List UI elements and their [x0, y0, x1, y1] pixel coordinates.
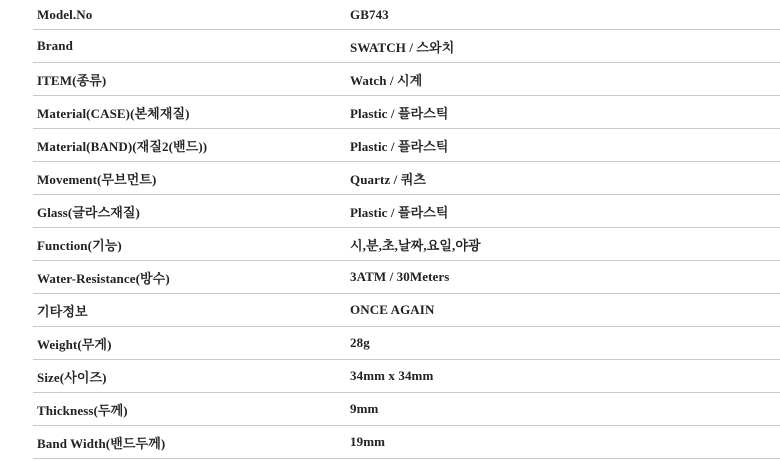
- spec-label: Weight(무게): [37, 336, 112, 352]
- spec-value: Plastic / 플라스틱: [350, 204, 449, 220]
- spec-label: Band Width(밴드두께): [37, 435, 166, 451]
- spec-label: Size(사이즈): [37, 369, 107, 385]
- table-row: [33, 426, 780, 459]
- spec-label: 기타정보: [37, 303, 88, 319]
- spec-value: 28g: [350, 335, 370, 350]
- spec-value: GB743: [350, 6, 389, 22]
- table-row: [33, 261, 780, 294]
- spec-label: Function(기능): [37, 237, 122, 253]
- spec-label: Brand: [37, 38, 73, 53]
- table-row: [33, 195, 780, 228]
- table-row: [33, 30, 780, 63]
- spec-value: Quartz / 쿼츠: [350, 171, 427, 187]
- table-row: [33, 360, 780, 393]
- spec-label: Model.No: [37, 6, 93, 22]
- spec-label: ITEM(종류): [37, 72, 107, 88]
- spec-label: Glass(글라스재질): [37, 204, 140, 220]
- product-spec-table: [33, 0, 780, 459]
- spec-label: Movement(무브먼트): [37, 171, 157, 187]
- table-row: [33, 327, 780, 360]
- table-row: [33, 129, 780, 162]
- spec-label: Material(CASE)(본체재질): [37, 105, 190, 121]
- table-row: [33, 0, 780, 30]
- spec-value: Plastic / 플라스틱: [350, 105, 449, 121]
- table-row: [33, 393, 780, 426]
- spec-label: Thickness(두께): [37, 402, 128, 418]
- spec-value: ONCE AGAIN: [350, 302, 435, 317]
- table-row: [33, 96, 780, 129]
- spec-value: Watch / 시계: [350, 72, 423, 88]
- spec-value: 9mm: [350, 401, 379, 416]
- spec-value: SWATCH / 스와치: [350, 39, 455, 55]
- table-row: [33, 63, 780, 96]
- table-row: [33, 162, 780, 195]
- spec-value: 3ATM / 30Meters: [350, 269, 450, 284]
- spec-label: Material(BAND)(재질2(밴드)): [37, 138, 208, 154]
- table-row: [33, 228, 780, 261]
- spec-value: 34mm x 34mm: [350, 368, 434, 383]
- spec-value: 시,분,초,날짜,요일,야광: [350, 237, 481, 253]
- spec-label: Water-Resistance(방수): [37, 270, 170, 286]
- spec-value: 19mm: [350, 434, 386, 449]
- spec-value: Plastic / 플라스틱: [350, 138, 449, 154]
- table-row: [33, 294, 780, 327]
